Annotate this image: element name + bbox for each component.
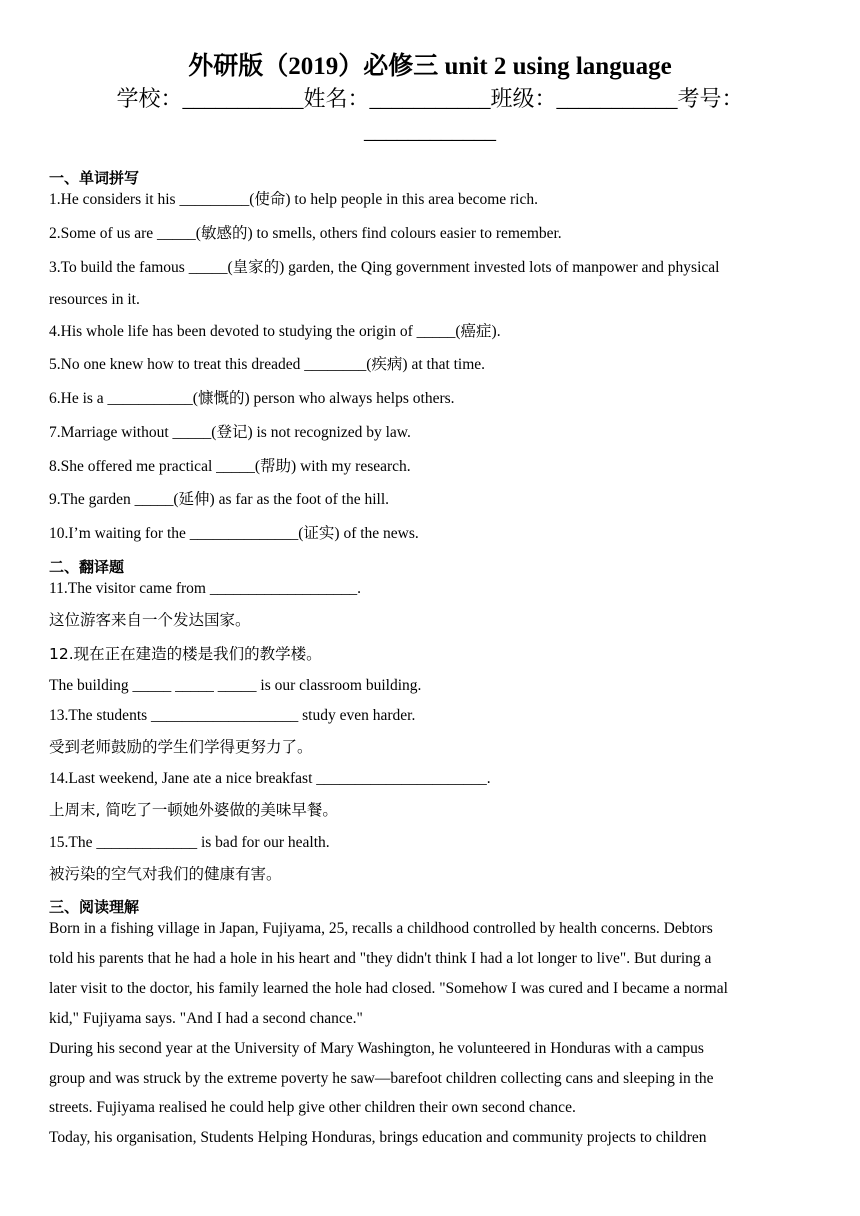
question-line: 2.Some of us are _____(敏感的) to smells, others find colours easier to remember.: [49, 225, 562, 242]
worksheet-title: 外研版（2019）必修三 unit 2 using language: [188, 53, 672, 80]
school-blank[interactable]: ___________: [182, 86, 304, 111]
question-line: 3.To build the famous _____(皇家的) garden, the Qing government invested lots of manpower and physical: [49, 259, 720, 276]
question-line: 8.She offered me practical _____(帮助) with my research.: [49, 458, 411, 475]
school-label: 学校：: [116, 86, 183, 111]
question-line: 10.I’m waiting for the ______________(证实) of the news.: [49, 525, 419, 542]
section-heading-spelling: 一、单词拼写: [49, 169, 140, 187]
class-blank[interactable]: ___________: [556, 86, 678, 111]
name-label: 姓名：: [303, 86, 370, 111]
passage-line: kid," Fujiyama says. "And I had a second chance.": [49, 1010, 363, 1027]
passage-line: group and was struck by the extreme poverty he saw—barefoot children collecting cans and sleeping in the: [49, 1070, 714, 1087]
student-info-row: [0, 84, 860, 114]
chinese-line: 被污染的空气对我们的健康有害。: [49, 865, 282, 883]
question-line: resources in it.: [49, 291, 140, 308]
exam-number-label: 考号：: [677, 86, 744, 111]
chinese-line: 12.现在正在建造的楼是我们的教学楼。: [49, 645, 322, 663]
question-line: 15.The _____________ is bad for our health.: [49, 834, 330, 851]
chinese-line: 这位游客来自一个发达国家。: [49, 611, 251, 629]
question-line: The building _____ _____ _____ is our classroom building.: [49, 677, 422, 694]
chinese-line: 受到老师鼓励的学生们学得更努力了。: [49, 738, 313, 756]
question-line: 14.Last weekend, Jane ate a nice breakfast ______________________.: [49, 770, 491, 787]
student-info-row-2: [0, 116, 860, 146]
question-line: 1.He considers it his _________(使命) to help people in this area become rich.: [49, 191, 538, 208]
passage-line: Today, his organisation, Students Helping Honduras, brings education and community projects to children: [49, 1129, 707, 1146]
question-line: 4.His whole life has been devoted to studying the origin of _____(癌症).: [49, 323, 501, 340]
name-blank[interactable]: ___________: [369, 86, 491, 111]
question-line: 9.The garden _____(延伸) as far as the foot of the hill.: [49, 491, 390, 508]
passage-line: told his parents that he had a hole in his heart and "they didn't think I had a lot longer to live". But during a: [49, 950, 712, 967]
question-line: 6.He is a ___________(慷慨的) person who always helps others.: [49, 390, 455, 407]
passage-line: later visit to the doctor, his family learned the hole had closed. "Somehow I was cured and I became a normal: [49, 980, 728, 997]
question-line: 11.The visitor came from ___________________.: [49, 580, 361, 597]
question-line: 7.Marriage without _____(登记) is not recognized by law.: [49, 424, 411, 441]
passage-line: streets. Fujiyama realised he could help give other children their own second chance.: [49, 1099, 576, 1116]
class-label: 班级：: [490, 86, 557, 111]
passage-line: Born in a fishing village in Japan, Fujiyama, 25, recalls a childhood controlled by health concerns. Debtors: [49, 920, 713, 937]
passage-line: During his second year at the University of Mary Washington, he volunteered in Honduras with a campus: [49, 1040, 704, 1057]
section-heading-reading: 三、阅读理解: [49, 898, 140, 916]
exam-number-blank[interactable]: ____________: [364, 118, 496, 143]
question-line: 13.The students ___________________ study even harder.: [49, 707, 416, 724]
question-line: 5.No one knew how to treat this dreaded ________(疾病) at that time.: [49, 356, 486, 373]
section-heading-translation: 二、翻译题: [49, 558, 125, 576]
chinese-line: 上周末, 简吃了一顿她外婆做的美味早餐。: [49, 801, 338, 819]
